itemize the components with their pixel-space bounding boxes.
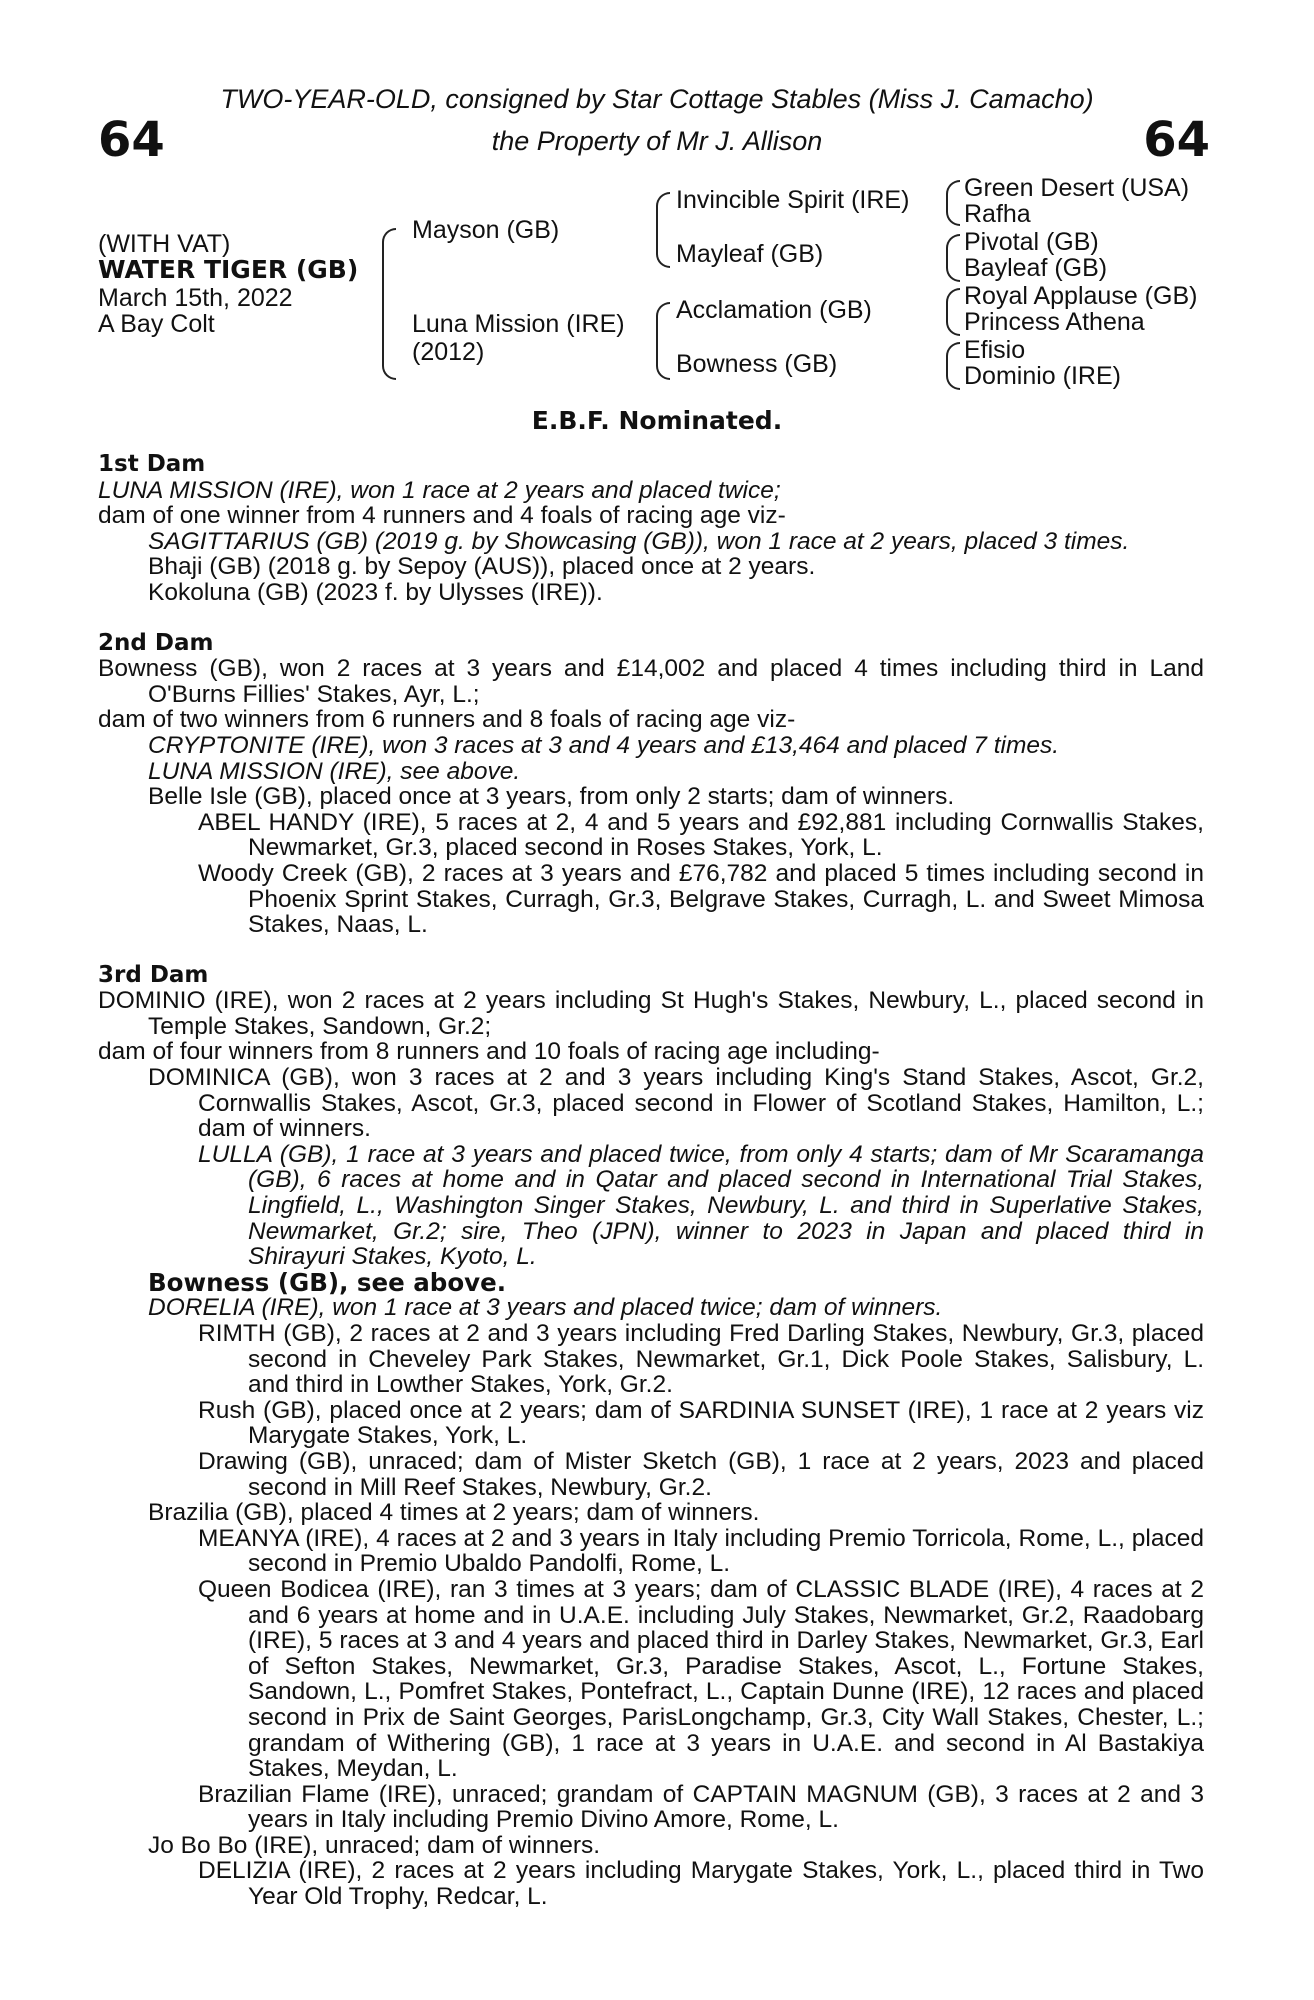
third-dam-line: DOMINIO (IRE), won 2 races at 2 years including St Hugh's Stakes, Newbury, L., placed second in Temple Stakes, Sandown, Gr.2; <box>98 987 1204 1040</box>
lot-number-right: 64 <box>1143 112 1210 168</box>
pedigree-bracket-3b <box>946 234 960 282</box>
second-dam-produce-line: dam of two winners from 6 runners and 8 foals of racing age viz- <box>98 706 796 734</box>
gg-1: Green Desert (USA) <box>964 174 1190 202</box>
ebf-nominated: E.B.F. Nominated. <box>531 406 783 435</box>
horse-description: A Bay Colt <box>98 310 215 338</box>
third-dam-heading: 3rd Dam <box>98 961 209 988</box>
dam-year: (2012) <box>412 338 485 366</box>
pedigree-bracket-2b <box>656 302 670 380</box>
pedigree-bracket-2a <box>656 192 670 268</box>
gg-7: Efisio <box>964 336 1026 364</box>
entry-meanya: MEANYA (IRE), 4 races at 2 and 3 years in Italy including Premio Torricola, Rome, L., placed second in Premio Ubaldo Pandolfi, Rome, L. <box>198 1524 1204 1578</box>
entry-queen-bodicea: Queen Bodicea (IRE), ran 3 times at 3 years; dam of CLASSIC BLADE (IRE), 4 races at 2 and 6 years at home and in U.A.E. including July Stakes, Newmarket, Gr.2, Raadobarg (IRE), 5 races at 3 and 4 years and placed third in Darley Stakes, Newmarket, Gr.3, Earl of Sefton Stakes, Newmarket, Gr.3, Paradise Stakes, Ascot, L., Fortune Stakes, Sandown, L., Pomfret Stakes, Pontefract, L., Captain Dunne (IRE), 12 races and placed second in Prix de Saint Georges, ParisLongchamp, Gr.3, City Wall Stakes, Chester, L.; grandam of Withering (GB), 1 race at 3 years in U.A.E. and second in Al Bastakiya Stakes, Meydan, L. <box>198 1575 1204 1783</box>
progeny-2: Bhaji (GB) (2018 g. by Sepoy (AUS)), placed once at 2 years. <box>148 553 816 581</box>
entry-drawing: Drawing (GB), unraced; dam of Mister Sketch (GB), 1 race at 2 years, 2023 and placed second in Mill Reef Stakes, Newbury, Gr.2. <box>198 1447 1204 1501</box>
sire: Mayson (GB) <box>412 216 560 244</box>
pedigree-bracket-3a <box>946 180 960 226</box>
entry-delizia: DELIZIA (IRE), 2 races at 2 years including Marygate Stakes, York, L., placed third in Two Year Old Trophy, Redcar, L. <box>198 1857 1204 1911</box>
entry-rush: Rush (GB), placed once at 2 years; dam of SARDINIA SUNSET (IRE), 1 race at 2 years viz Marygate Stakes, York, L. <box>198 1396 1204 1450</box>
entry-lulla: LULLA (GB), 1 race at 3 years and placed twice, from only 4 starts; dam of Mr Scaramanga (GB), 6 races at home and in Qatar and placed second in International Trial Stakes, Lingfield, L., Washington Singer Stakes, Newbury, L. and third in Superlative Stakes, Newmarket, Gr.2; sire, Theo (JPN), winner to 2023 in Japan and placed third in Shirayuri Stakes, Kyoto, L. <box>198 1140 1204 1271</box>
second-dam-line: Bowness (GB), won 2 races at 3 years and £14,002 and placed 4 times including third in Land O'Burns Fillies' Stakes, Ayr, L.; <box>98 655 1204 708</box>
entry-brazilian-flame: Brazilian Flame (IRE), unraced; grandam of CAPTAIN MAGNUM (GB), 3 races at 2 and 3 years in Italy including Premio Divino Amore, Rome, L. <box>198 1780 1204 1834</box>
entry-brazilia: Brazilia (GB), placed 4 times at 2 years; dam of winners. <box>148 1499 760 1527</box>
lot-number-left: 64 <box>98 112 165 168</box>
pedigree-bracket-3d <box>946 342 960 390</box>
entry-dominica: DOMINICA (GB), won 3 races at 2 and 3 years including King's Stand Stakes, Ascot, Gr.2, Cornwallis Stakes, Ascot, Gr.3, placed second in Flower of Scotland Stakes, Hamilton, L.; dam of winners. <box>148 1064 1204 1143</box>
vat-note: (WITH VAT) <box>98 230 231 258</box>
dam-dam: Bowness (GB) <box>676 350 838 378</box>
progeny-5: LUNA MISSION (IRE), see above. <box>148 757 521 785</box>
grand-progeny-1: ABEL HANDY (IRE), 5 races at 2, 4 and 5 years and £92,881 including Cornwallis Stakes, Newmarket, Gr.3, placed second in Roses Stakes, York, L. <box>198 808 1204 862</box>
gg-2: Rafha <box>964 200 1031 228</box>
dam-sire: Acclamation (GB) <box>676 296 872 324</box>
gg-3: Pivotal (GB) <box>964 228 1099 256</box>
entry-bowness: Bowness (GB), see above. <box>148 1267 507 1297</box>
gg-5: Royal Applause (GB) <box>964 282 1198 310</box>
entry-rimth: RIMTH (GB), 2 races at 2 and 3 years including Fred Darling Stakes, Newbury, Gr.3, placed second in Cheveley Park Stakes, Newmarket, Gr.1, Dick Poole Stakes, Salisbury, L. and third in Lowther Stakes, York, Gr.2. <box>198 1320 1204 1399</box>
progeny-4: CRYPTONITE (IRE), won 3 races at 3 and 4 years and £13,464 and placed 7 times. <box>148 731 1060 759</box>
consignor-line: TWO-YEAR-OLD, consigned by Star Cottage Stables (Miss J. Camacho) <box>220 84 1094 114</box>
gg-6: Princess Athena <box>964 308 1145 336</box>
first-dam-produce-line: dam of one winner from 4 runners and 4 foals of racing age viz- <box>98 502 786 530</box>
pedigree-bracket-3c <box>946 288 960 336</box>
foaling-date: March 15th, 2022 <box>98 284 293 312</box>
progeny-1: SAGITTARIUS (GB) (2019 g. by Showcasing (GB)), won 1 race at 2 years, placed 3 times. <box>148 527 1130 555</box>
dam: Luna Mission (IRE) <box>412 310 625 338</box>
dam-details <box>98 452 1204 1910</box>
grand-progeny-2: Woody Creek (GB), 2 races at 3 years and £76,782 and placed 5 times including second in Phoenix Sprint Stakes, Curragh, Gr.3, Belgrave Stakes, Curragh, L. and Sweet Mimosa Stakes, Naas, L. <box>198 859 1204 939</box>
horse-name: WATER TIGER (GB) <box>98 255 359 284</box>
gg-8: Dominio (IRE) <box>964 362 1121 390</box>
sire-dam: Mayleaf (GB) <box>676 240 824 268</box>
progeny-6: Belle Isle (GB), placed once at 3 years, from only 2 starts; dam of winners. <box>148 783 955 811</box>
progeny-3: Kokoluna (GB) (2023 f. by Ulysses (IRE)). <box>148 578 603 606</box>
sire-sire: Invincible Spirit (IRE) <box>676 186 910 214</box>
entry-jo-bo-bo: Jo Bo Bo (IRE), unraced; dam of winners. <box>148 1831 601 1859</box>
third-dam-produce-line: dam of four winners from 8 runners and 10 foals of racing age including- <box>98 1038 880 1066</box>
entry-dorelia: DORELIA (IRE), won 1 race at 3 years and placed twice; dam of winners. <box>148 1294 943 1322</box>
first-dam-line: LUNA MISSION (IRE), won 1 race at 2 years and placed twice; <box>98 476 781 504</box>
pedigree-bracket-1 <box>382 228 396 380</box>
second-dam-heading: 2nd Dam <box>98 629 214 656</box>
property-line: the Property of Mr J. Allison <box>491 126 823 156</box>
gg-4: Bayleaf (GB) <box>964 254 1108 282</box>
first-dam-heading: 1st Dam <box>98 451 206 477</box>
